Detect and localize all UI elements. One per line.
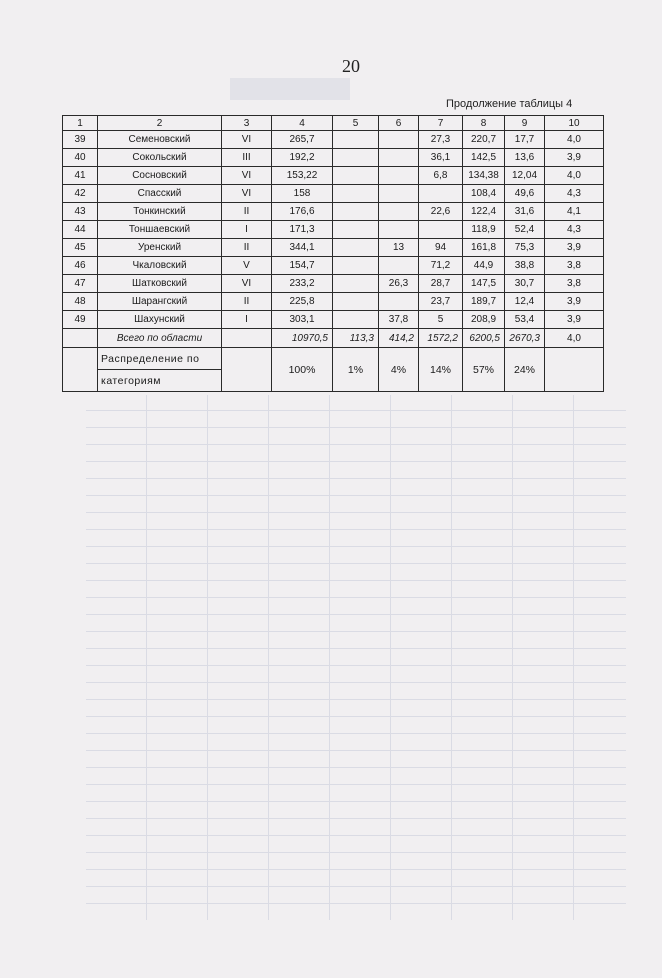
col-5-cell	[333, 167, 379, 185]
total-cell: 4,0	[545, 329, 604, 348]
district-name-cell: Шатковский	[98, 275, 222, 293]
col-4-cell: 192,2	[272, 149, 333, 167]
distribution-cell: 100%	[272, 348, 333, 392]
table-row	[63, 257, 604, 275]
table-row	[63, 203, 604, 221]
total-cell: 1572,2	[419, 329, 463, 348]
district-name-cell: Сокольский	[98, 149, 222, 167]
col-8-cell: 142,5	[463, 149, 505, 167]
col-9-cell: 49,6	[505, 185, 545, 203]
row-number-cell: 39	[63, 131, 98, 149]
bleed-through-table	[86, 395, 626, 920]
distribution-cell: 4%	[379, 348, 419, 392]
col-4-cell: 154,7	[272, 257, 333, 275]
col-5-cell	[333, 275, 379, 293]
col-4-cell: 158	[272, 185, 333, 203]
table-row	[63, 311, 604, 329]
district-name-cell: Чкаловский	[98, 257, 222, 275]
district-name-cell: Шахунский	[98, 311, 222, 329]
table-row	[63, 149, 604, 167]
col-6-cell	[379, 131, 419, 149]
column-header: 8	[463, 116, 505, 131]
col-10-cell: 3,9	[545, 293, 604, 311]
table-row	[63, 239, 604, 257]
page-number: 20	[342, 56, 360, 76]
col-10-cell: 3,9	[545, 149, 604, 167]
col-7-cell: 71,2	[419, 257, 463, 275]
category-cell: VI	[222, 275, 272, 293]
col-8-cell: 122,4	[463, 203, 505, 221]
col-6-cell	[379, 293, 419, 311]
bleed-through-heading	[230, 78, 350, 100]
category-cell: III	[222, 149, 272, 167]
col-5-cell	[333, 185, 379, 203]
col-10-cell: 4,0	[545, 167, 604, 185]
row-number-cell: 47	[63, 275, 98, 293]
col-8-cell: 220,7	[463, 131, 505, 149]
table-cell	[63, 348, 98, 392]
column-header: 3	[222, 116, 272, 131]
col-5-cell	[333, 257, 379, 275]
col-8-cell: 134,38	[463, 167, 505, 185]
column-header: 1	[63, 116, 98, 131]
distribution-cell: 14%	[419, 348, 463, 392]
table-row	[63, 221, 604, 239]
col-10-cell: 4,3	[545, 221, 604, 239]
district-name-cell: Спасский	[98, 185, 222, 203]
district-name-cell: Семеновский	[98, 131, 222, 149]
category-cell: VI	[222, 167, 272, 185]
col-5-cell	[333, 203, 379, 221]
col-10-cell: 4,3	[545, 185, 604, 203]
col-5-cell	[333, 131, 379, 149]
district-name-cell: Тонкинский	[98, 203, 222, 221]
category-cell: V	[222, 257, 272, 275]
col-7-cell	[419, 185, 463, 203]
col-10-cell: 3,9	[545, 311, 604, 329]
row-number-cell: 48	[63, 293, 98, 311]
col-4-cell: 233,2	[272, 275, 333, 293]
col-8-cell: 208,9	[463, 311, 505, 329]
col-7-cell: 94	[419, 239, 463, 257]
category-cell: VI	[222, 131, 272, 149]
col-9-cell: 30,7	[505, 275, 545, 293]
column-header: 2	[98, 116, 222, 131]
col-9-cell: 12,4	[505, 293, 545, 311]
category-cell: II	[222, 203, 272, 221]
col-10-cell: 3,8	[545, 257, 604, 275]
data-table	[62, 115, 604, 392]
col-8-cell: 108,4	[463, 185, 505, 203]
col-8-cell: 189,7	[463, 293, 505, 311]
row-number-cell: 43	[63, 203, 98, 221]
district-name-cell: Сосновский	[98, 167, 222, 185]
col-4-cell: 153,22	[272, 167, 333, 185]
column-header: 7	[419, 116, 463, 131]
col-4-cell: 344,1	[272, 239, 333, 257]
col-10-cell: 4,0	[545, 131, 604, 149]
col-6-cell	[379, 185, 419, 203]
col-7-cell: 28,7	[419, 275, 463, 293]
category-cell: VI	[222, 185, 272, 203]
col-6-cell	[379, 203, 419, 221]
col-7-cell: 23,7	[419, 293, 463, 311]
col-9-cell: 17,7	[505, 131, 545, 149]
col-9-cell: 53,4	[505, 311, 545, 329]
col-4-cell: 265,7	[272, 131, 333, 149]
table-row	[63, 293, 604, 311]
column-header: 5	[333, 116, 379, 131]
distribution-cell: 24%	[505, 348, 545, 392]
total-label: Всего по области	[98, 329, 222, 348]
distribution-label: Распределение по	[98, 348, 222, 370]
col-7-cell: 6,8	[419, 167, 463, 185]
district-name-cell: Шарангский	[98, 293, 222, 311]
table-row	[63, 275, 604, 293]
col-6-cell: 26,3	[379, 275, 419, 293]
col-9-cell: 38,8	[505, 257, 545, 275]
row-number-cell: 44	[63, 221, 98, 239]
col-6-cell	[379, 149, 419, 167]
col-9-cell: 12,04	[505, 167, 545, 185]
col-6-cell	[379, 167, 419, 185]
row-number-cell: 45	[63, 239, 98, 257]
continuation-label: Продолжение таблицы 4	[446, 98, 573, 110]
row-number-cell: 49	[63, 311, 98, 329]
col-6-cell: 37,8	[379, 311, 419, 329]
col-5-cell	[333, 149, 379, 167]
row-number-cell: 40	[63, 149, 98, 167]
distribution-label: категориям	[98, 370, 222, 392]
district-name-cell: Тоншаевский	[98, 221, 222, 239]
distribution-cell: 57%	[463, 348, 505, 392]
col-9-cell: 31,6	[505, 203, 545, 221]
total-cell: 113,3	[333, 329, 379, 348]
col-6-cell	[379, 221, 419, 239]
table-cell	[222, 329, 272, 348]
col-4-cell: 225,8	[272, 293, 333, 311]
col-5-cell	[333, 311, 379, 329]
row-number-cell: 41	[63, 167, 98, 185]
district-name-cell: Уренский	[98, 239, 222, 257]
table-cell	[63, 329, 98, 348]
table-cell	[222, 348, 272, 392]
col-9-cell: 75,3	[505, 239, 545, 257]
col-4-cell: 303,1	[272, 311, 333, 329]
table-row	[63, 167, 604, 185]
total-row	[63, 329, 604, 348]
col-10-cell: 4,1	[545, 203, 604, 221]
column-header: 9	[505, 116, 545, 131]
col-8-cell: 118,9	[463, 221, 505, 239]
col-4-cell: 171,3	[272, 221, 333, 239]
col-8-cell: 147,5	[463, 275, 505, 293]
total-cell: 414,2	[379, 329, 419, 348]
column-header: 10	[545, 116, 604, 131]
col-9-cell: 13,6	[505, 149, 545, 167]
category-cell: I	[222, 311, 272, 329]
distribution-cell: 1%	[333, 348, 379, 392]
category-cell: II	[222, 239, 272, 257]
category-cell: I	[222, 221, 272, 239]
col-4-cell: 176,6	[272, 203, 333, 221]
total-cell: 2670,3	[505, 329, 545, 348]
col-5-cell	[333, 293, 379, 311]
col-8-cell: 161,8	[463, 239, 505, 257]
col-8-cell: 44,9	[463, 257, 505, 275]
total-cell: 6200,5	[463, 329, 505, 348]
col-5-cell	[333, 221, 379, 239]
col-9-cell: 52,4	[505, 221, 545, 239]
row-number-cell: 46	[63, 257, 98, 275]
col-7-cell: 22,6	[419, 203, 463, 221]
table-row	[63, 185, 604, 203]
column-header: 6	[379, 116, 419, 131]
col-7-cell: 36,1	[419, 149, 463, 167]
table-cell	[545, 348, 604, 392]
distribution-row-1	[63, 348, 604, 370]
table-row	[63, 131, 604, 149]
column-header: 4	[272, 116, 333, 131]
total-cell: 10970,5	[272, 329, 333, 348]
row-number-cell: 42	[63, 185, 98, 203]
col-6-cell	[379, 257, 419, 275]
col-10-cell: 3,9	[545, 239, 604, 257]
col-6-cell: 13	[379, 239, 419, 257]
col-5-cell	[333, 239, 379, 257]
col-7-cell: 27,3	[419, 131, 463, 149]
col-7-cell: 5	[419, 311, 463, 329]
header-row	[63, 116, 604, 131]
col-7-cell	[419, 221, 463, 239]
col-10-cell: 3,8	[545, 275, 604, 293]
category-cell: II	[222, 293, 272, 311]
